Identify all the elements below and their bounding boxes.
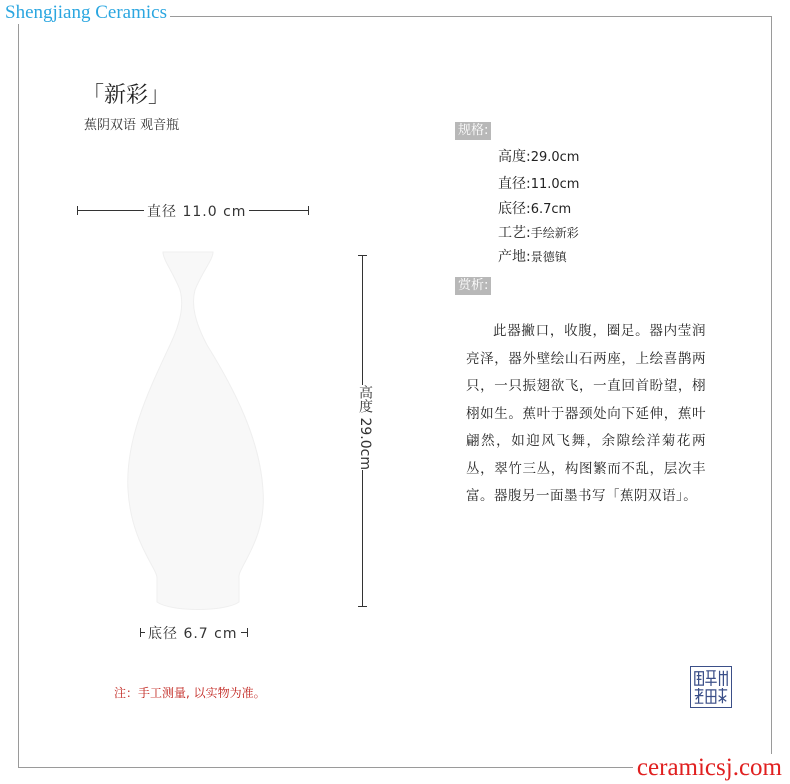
spec-value: 手绘新彩 bbox=[530, 226, 579, 240]
spec-value: 11.0cm bbox=[530, 177, 580, 192]
seal-stamp-icon bbox=[690, 666, 732, 708]
brand-watermark-bottom: ceramicsj.com bbox=[633, 754, 786, 782]
spec-row-diameter bbox=[498, 173, 579, 193]
spec-label: 底径: bbox=[498, 201, 531, 217]
brand-watermark-top: Shengjiang Ceramics bbox=[2, 2, 170, 24]
spec-value: 29.0cm bbox=[530, 150, 580, 165]
spec-row-base bbox=[498, 198, 571, 218]
spec-value: 景德镇 bbox=[530, 250, 567, 264]
spec-row-origin bbox=[498, 246, 567, 266]
product-title: 「新彩」 bbox=[82, 83, 171, 108]
vase-silhouette bbox=[125, 250, 275, 612]
spec-row-craft bbox=[498, 222, 579, 242]
appreciation-tag: 赏析: bbox=[455, 277, 491, 295]
spec-value: 6.7cm bbox=[530, 202, 572, 217]
spec-label: 产地: bbox=[498, 249, 531, 265]
measurement-note: 注：手工测量, 以实物为准。 bbox=[114, 686, 266, 700]
spec-label: 直径: bbox=[498, 176, 531, 192]
height-dimension-label: 高度 29.0cm bbox=[350, 385, 372, 470]
base-dimension-label: 底径 6.7 cm bbox=[145, 623, 241, 643]
appreciation-text: 此器撇口，收腹，圈足。器内莹润亮泽，器外壁绘山石两座，上绘喜鹊两只，一只振翅欲飞，一直回首盼望，栩栩如生。蕉叶于器颈处向下延伸，蕉叶翩然，如迎风飞舞，余隙绘洋菊花两丛，翠竹三丛，构图繁而不乱，层次丰富。器腹另一面墨书写「蕉阴双语」。 bbox=[466, 323, 706, 504]
spec-label: 工艺: bbox=[498, 225, 531, 241]
specs-tag: 规格: bbox=[455, 122, 491, 140]
spec-row-height bbox=[498, 146, 579, 166]
product-subtitle: 蕉阴双语 观音瓶 bbox=[84, 118, 180, 133]
spec-label: 高度: bbox=[498, 149, 531, 165]
width-dimension-label: 直径 11.0 cm bbox=[144, 201, 249, 221]
